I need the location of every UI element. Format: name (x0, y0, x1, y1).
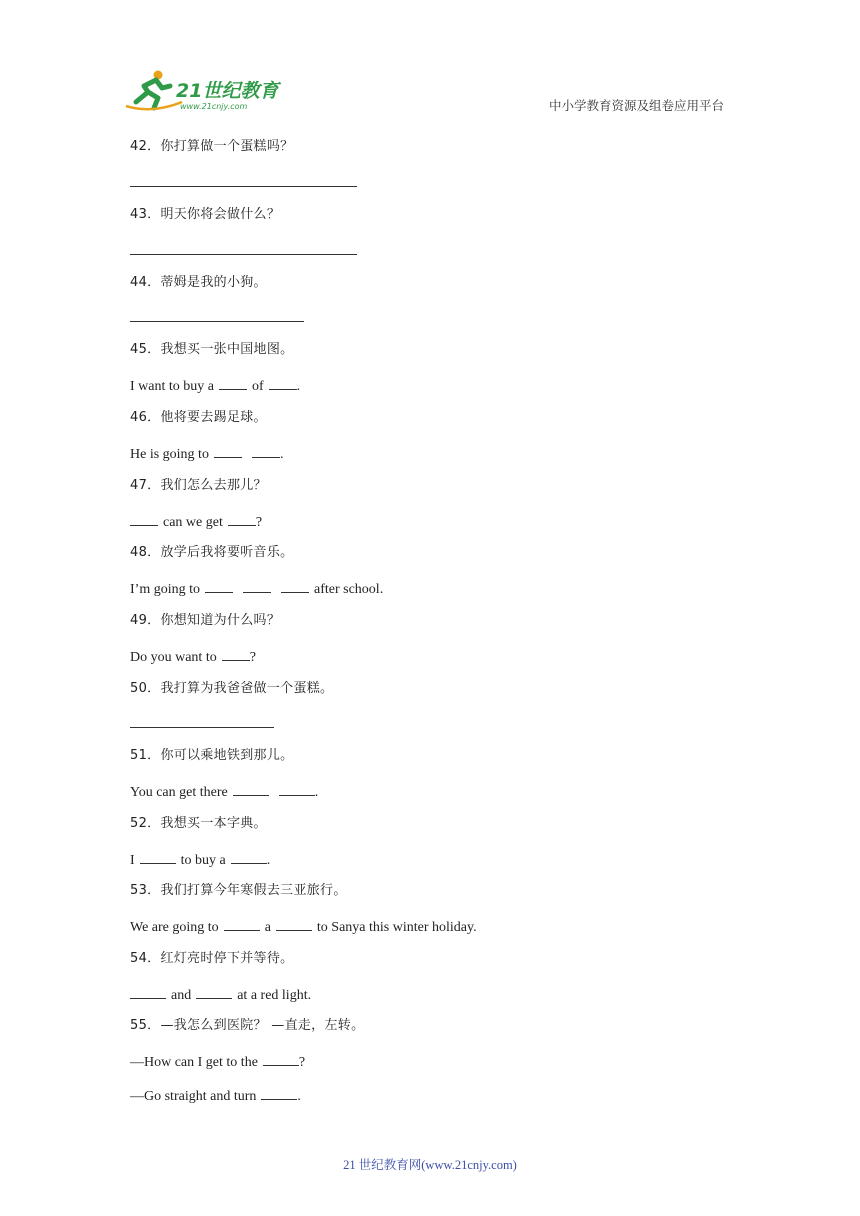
question-45: 45．我想买一张中国地图。 (130, 342, 294, 357)
answer-text: . (296, 379, 301, 394)
answer-text: at a red light. (237, 988, 312, 1003)
answer-text: —Go straight and turn (130, 1089, 257, 1104)
blank[interactable] (233, 781, 269, 796)
blank[interactable] (261, 1085, 297, 1100)
answer-48 (130, 578, 383, 599)
logo-title: 21世纪教育 (176, 80, 279, 102)
question-51: 51．你可以乘地铁到那儿。 (130, 748, 294, 763)
answer-text: I’m going to (130, 582, 200, 597)
question-46: 46．他将要去踢足球。 (130, 410, 267, 425)
answer-line-43[interactable] (130, 254, 357, 255)
answer-text: ? (298, 1055, 306, 1070)
answer-text: to Sanya this winter holiday. (316, 920, 477, 935)
answer-55-reply (130, 1085, 301, 1106)
answer-text: . (279, 447, 284, 462)
blank[interactable] (243, 578, 271, 593)
blank[interactable] (219, 375, 247, 390)
answer-line-44[interactable] (130, 321, 304, 322)
question-54: 54．红灯亮时停下并等待。 (130, 951, 294, 966)
site-logo (122, 68, 292, 114)
question-47: 47．我们怎么去那儿？ (130, 478, 267, 493)
question-55: 55．—我怎么到医院？ —直走，左转。 (130, 1018, 365, 1033)
question-44: 44．蒂姆是我的小狗。 (130, 275, 267, 290)
answer-text: We are going to (130, 920, 219, 935)
answer-text: of (251, 379, 264, 394)
question-43: 43．明天你将会做什么？ (130, 207, 281, 222)
logo-url: www.21cnjy.com (180, 102, 248, 111)
answer-51 (130, 781, 318, 802)
blank[interactable] (281, 578, 309, 593)
question-52: 52．我想买一本字典。 (130, 816, 267, 831)
answer-text: and (171, 988, 192, 1003)
answer-text: . (266, 853, 271, 868)
answer-47 (130, 511, 262, 532)
blank[interactable] (228, 511, 256, 526)
blank[interactable] (279, 781, 315, 796)
answer-49 (130, 646, 256, 667)
answer-text: ? (249, 650, 256, 665)
answer-54 (130, 984, 311, 1005)
question-50: 50．我打算为我爸爸做一个蛋糕。 (130, 681, 334, 696)
answer-text: —How can I get to the (130, 1055, 258, 1070)
blank[interactable] (224, 916, 260, 931)
answer-text: to buy a (180, 853, 226, 868)
answer-line-50[interactable] (130, 727, 274, 728)
answer-line-42[interactable] (130, 186, 357, 187)
question-49: 49．你想知道为什么吗？ (130, 613, 281, 628)
answer-text: . (314, 785, 319, 800)
answer-text: . (297, 1089, 301, 1104)
question-42: 42．你打算做一个蛋糕吗？ (130, 139, 294, 154)
blank[interactable] (214, 443, 242, 458)
answer-45 (130, 375, 300, 396)
answer-text: ? (255, 515, 263, 530)
blank[interactable] (231, 849, 267, 864)
blank[interactable] (222, 646, 250, 661)
answer-46 (130, 443, 283, 464)
blank[interactable] (130, 511, 158, 526)
answer-53 (130, 916, 477, 937)
footer: 21 世纪教育网(www.21cnjy.com) (343, 1158, 517, 1172)
blank[interactable] (205, 578, 233, 593)
blank[interactable] (252, 443, 280, 458)
blank[interactable] (140, 849, 176, 864)
blank[interactable] (196, 984, 232, 999)
question-48: 48．放学后我将要听音乐。 (130, 545, 294, 560)
platform-title: 中小学教育资源及组卷应用平台 (549, 98, 725, 113)
blank[interactable] (276, 916, 312, 931)
blank[interactable] (269, 375, 297, 390)
answer-text: You can get there (130, 785, 228, 800)
answer-text: He is going to (130, 447, 209, 462)
runner-icon (126, 71, 182, 110)
answer-52 (130, 849, 270, 870)
question-53: 53．我们打算今年寒假去三亚旅行。 (130, 883, 347, 898)
answer-text: a (264, 920, 271, 935)
answer-text: I want to buy a (130, 379, 214, 394)
answer-text: Do you want to (130, 650, 217, 665)
blank[interactable] (263, 1051, 299, 1066)
answer-text: can we get (163, 515, 223, 530)
answer-55-question (130, 1051, 305, 1072)
answer-text: I (130, 853, 135, 868)
answer-text: after school. (314, 582, 384, 597)
blank[interactable] (130, 984, 166, 999)
